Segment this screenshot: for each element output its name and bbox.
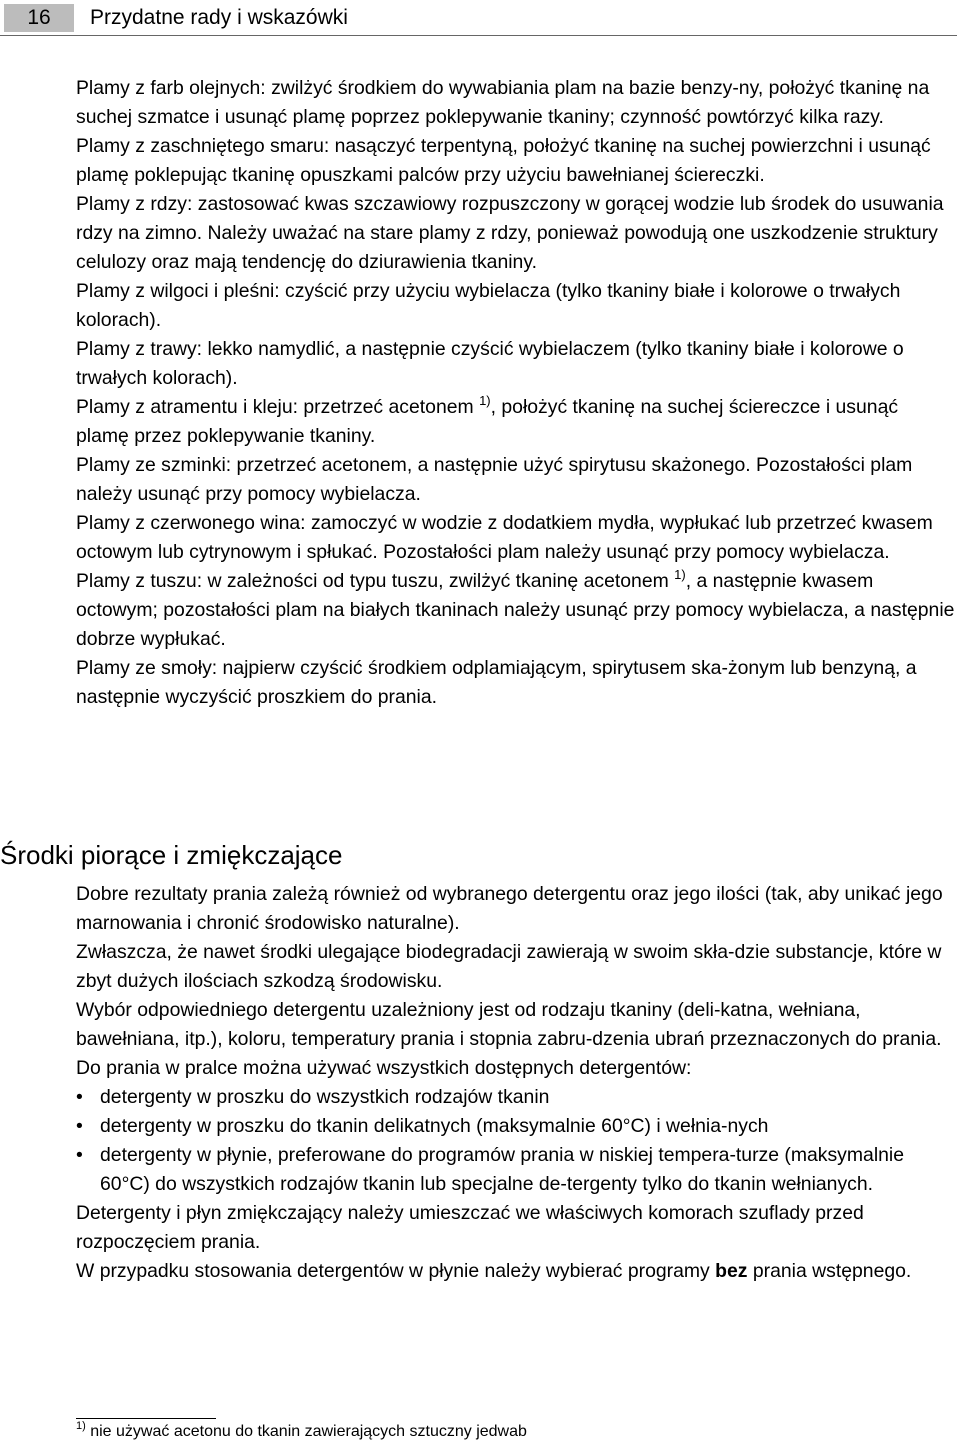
stain-text: zastosować kwas szczawiowy rozpuszczony w gorącej wodzie lub środek do usuwania rdzy na zimno. Należy uważać na stare plamy z rdzy, ponieważ powodują one uszkodzenie struktury celulozy oraz mają tendencję do dziurawienia tkaniny. [76,193,944,273]
section-heading: Środki piorące i zmiękczające [0,840,343,870]
section-paragraph: Detergenty i płyn zmiękczający należy umieszczać we właściwych komorach szuflady przed rozpoczęciem prania. [76,1202,864,1253]
stain-item-tar [76,654,956,712]
header-divider [0,35,957,36]
stain-text: lekko namydlić, a następnie czyścić wybielaczem (tylko tkaniny białe i kolorowe o trwałych kolorach). [76,338,904,389]
section-paragraph: Wybór odpowiedniego detergentu uzależniony jest od rodzaju tkaniny (deli-katna, wełniana, bawełniana, itp.), koloru, temperatury prania i stopnia zabru-dzenia ubrań przeznaczonych do prania. [76,999,942,1050]
emphasis-text: bez [715,1260,748,1282]
list-item [76,1141,956,1199]
stain-label: Plamy z rdzy: [76,193,193,215]
section-paragraph: Zwłaszcza, że nawet środki ulegające biodegradacji zawierają w swoim skła-dzie substancje, które w zbyt dużych ilościach szkodzą środowisku. [76,941,942,992]
stain-text: przetrzeć acetonem, a następnie użyć spirytusu skażonego. Pozostałości plam należy usunąć przy pomocy wybielacza. [76,454,913,505]
stain-text: nasączyć terpentyną, położyć tkaninę na suchej powierzchni i usunąć plamę poklepując tkaninę opuszkami palców przy użyciu bawełnianej ściereczki. [76,135,931,186]
stain-label: Plamy z farb olejnych: [76,77,266,99]
list-item-text: detergenty w płynie, preferowane do programów prania w niskiej tempera-turze (maksymalnie 60°C) do wszystkich rodzajów tkanin lub specjalne de-tergenty tylko do tkanin wełnianych. [100,1144,905,1195]
stain-text: zamoczyć w wodzie z dodatkiem mydła, wypłukać lub przetrzeć kwasem octowym lub cytrynowym i spłukać. Pozostałości plam należy usunąć przy pomocy wybielacza. [76,512,933,563]
paragraph-text: prania wstępnego. [747,1260,912,1282]
detergents-section [76,880,956,1286]
stain-label: Plamy ze smoły: [76,657,218,679]
stain-label: Plamy z atramentu i kleju: [76,396,298,418]
footnote-reference: 1) [479,392,491,408]
section-paragraph: Do prania w pralce można używać wszystkich dostępnych detergentów: [76,1057,692,1079]
list-item [76,1112,956,1141]
footnote-marker: 1) [76,1419,86,1432]
stain-item-grass [76,335,956,393]
stain-item-lipstick [76,451,956,509]
stain-item-mould [76,277,956,335]
stain-label: Plamy z zaschniętego smaru: [76,135,330,157]
stain-text: , a następnie kwasem octowym; pozostałości plam na białych tkaninach należy usunąć przy pomocy wybielacza, a następnie dobrze wypłukać. [76,570,955,650]
stain-item-rust [76,190,956,277]
bullet-icon: • [76,1115,83,1137]
footnote-text: nie używać acetonu do tkanin zawierających sztuczny jedwab [85,1423,527,1440]
list-item-text: detergenty w proszku do tkanin delikatnych (maksymalnie 60°C) i wełnia-nych [100,1115,769,1137]
section-paragraph: Dobre rezultaty prania zależą również od wybranego detergentu oraz jego ilości (tak, aby unikać jego marnowania i chronić środowisko naturalne). [76,883,943,934]
section-paragraph-last [76,1257,956,1286]
footnote [76,1421,527,1443]
stain-label: Plamy z tuszu: [76,570,203,592]
stain-text: czyścić przy użyciu wybielacza (tylko tkaniny białe i kolorowe o trwałych kolorach). [76,280,901,331]
detergent-list [76,1083,956,1199]
list-item-text: detergenty w proszku do wszystkich rodzajów tkanin [100,1086,550,1108]
stain-item-oil-paint [76,74,956,132]
page-header-title: Przydatne rady i wskazówki [90,6,348,29]
footnote-divider [76,1418,216,1419]
stain-label: Plamy z czerwonego wina: [76,512,306,534]
page-number: 16 [4,4,74,32]
stain-item-ink-glue [76,393,956,451]
stain-item-india-ink [76,567,956,654]
stain-item-red-wine [76,509,956,567]
stain-text: , położyć tkaninę na suchej ściereczce i usunąć plamę przez poklepywanie tkaniny. [76,396,899,447]
stain-text: w zależności od typu tuszu, zwilżyć tkaninę acetonem [202,570,675,592]
bullet-icon: • [76,1086,83,1108]
stain-label: Plamy z trawy: [76,338,203,360]
footnote-reference: 1) [674,566,686,582]
list-item [76,1083,956,1112]
stain-removal-list [76,74,956,712]
stain-text: zwilżyć środkiem do wywabiania plam na bazie benzy-ny, położyć tkaninę na suchej szmatce i usunąć plamę poprzez poklepywanie tkaniny; czynność powtórzyć kilka razy. [76,77,930,128]
page-header [0,0,960,36]
paragraph-text: W przypadku stosowania detergentów w płynie należy wybierać programy [76,1260,716,1282]
stain-label: Plamy z wilgoci i pleśni: [76,280,280,302]
stain-text: najpierw czyścić środkiem odplamiającym, spirytusem ska-żonym lub benzyną, a następnie wyczyścić proszkiem do prania. [76,657,917,708]
stain-text: przetrzeć acetonem [298,396,480,418]
stain-label: Plamy ze szminki: [76,454,232,476]
bullet-icon: • [76,1144,83,1166]
stain-item-grease [76,132,956,190]
